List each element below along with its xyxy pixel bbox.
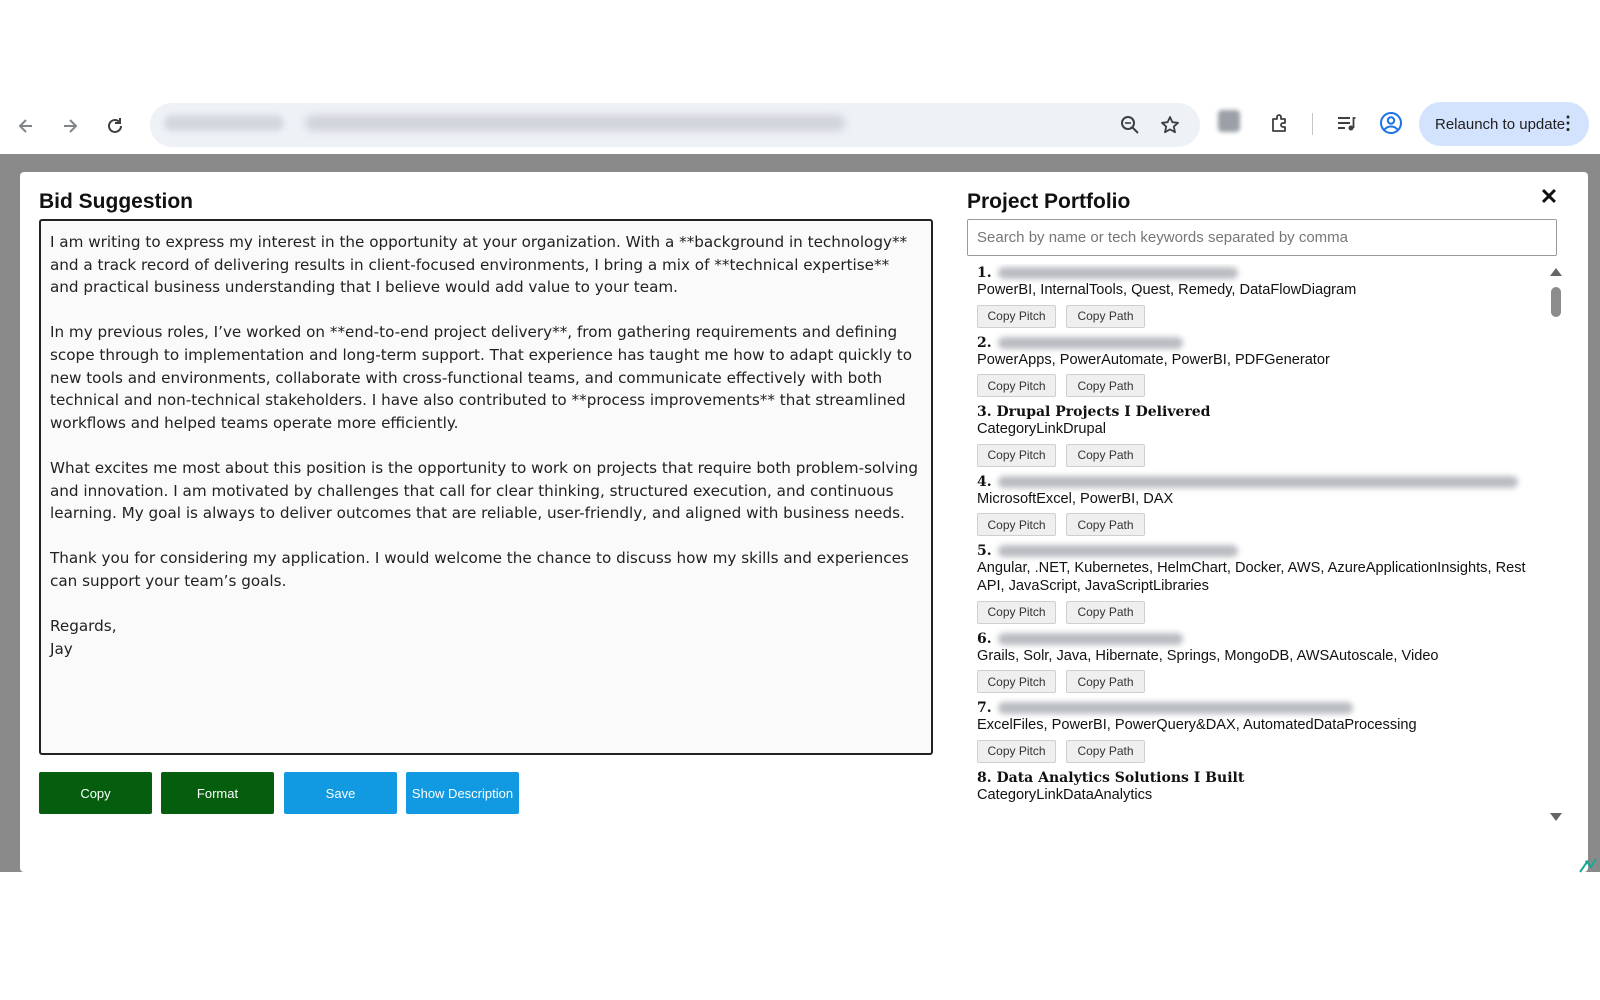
scroll-up-arrow-icon[interactable] [1550,268,1562,276]
relaunch-label: Relaunch to update [1435,115,1566,133]
project-number: 3. [977,404,992,421]
letter-signature: Jay [50,639,73,658]
relaunch-button[interactable] [1419,102,1589,146]
letter-paragraph: Thank you for considering my application. I would welcome the chance to discuss how my skills and experiences can support your team’s goals. [50,549,909,590]
project-name: Drupal Projects I Delivered [996,404,1211,421]
copy-pitch-button[interactable]: Copy Pitch [977,374,1056,397]
project-tech: Grails, Solr, Java, Hibernate, Springs, MongoDB, AWSAutoscale, Video [977,647,1439,664]
copy-path-button[interactable]: Copy Path [1066,305,1145,328]
copy-path-button[interactable]: Copy Path [1066,513,1145,536]
close-icon[interactable]: ✕ [1539,184,1559,209]
project-tech: MicrosoftExcel, PowerBI, DAX [977,490,1174,507]
letter-closing: Regards, [50,617,117,636]
forward-arrow-icon[interactable] [56,112,84,140]
copy-pitch-button[interactable]: Copy Pitch [977,444,1056,467]
project-number: 8. [977,769,992,786]
copy-pitch-button[interactable]: Copy Pitch [977,513,1056,536]
list-item [967,769,1547,805]
kebab-menu-icon[interactable]: ⋮ [1559,113,1577,133]
copy-path-button[interactable]: Copy Path [1066,601,1145,624]
project-heading [967,473,1547,491]
scroll-down-arrow-icon[interactable] [1550,813,1562,821]
project-tech: CategoryLinkDataAnalytics [977,786,1153,803]
copy-pitch-button[interactable]: Copy Pitch [977,305,1056,328]
project-name: Data Analytics Solutions I Built [996,769,1245,786]
portfolio-search-input[interactable] [967,219,1557,256]
extension-icon-blurred[interactable] [1218,110,1240,132]
project-name-blurred [998,545,1238,557]
project-heading [967,403,1547,421]
star-icon[interactable] [1158,113,1182,137]
project-heading [967,334,1547,352]
extension-corner-icon[interactable] [1578,856,1598,874]
copy-path-button[interactable]: Copy Path [1066,670,1145,693]
portfolio-list [967,264,1547,830]
project-number: 6. [977,630,992,647]
project-number: 7. [977,700,992,717]
project-tech: PowerBI, InternalTools, Quest, Remedy, DataFlowDiagram [977,282,1357,298]
bid-suggestion-title: Bid Suggestion [39,190,193,213]
profile-icon[interactable] [1377,109,1405,137]
project-heading [967,542,1547,560]
letter-paragraph: I am writing to express my interest in the opportunity at your organization. With a **background in technology** and a track record of delivering results in client-focused environments, I bring a mix of **technical expertise** and practical business understanding that I believe would add value to your team. [50,233,908,297]
scrollbar-thumb[interactable] [1551,287,1561,317]
copy-pitch-button[interactable]: Copy Pitch [977,670,1056,693]
list-item [967,473,1547,537]
toolbar-divider [1312,113,1313,135]
project-number: 2. [977,334,992,351]
back-arrow-icon[interactable] [12,112,40,140]
list-item [967,403,1547,467]
project-name-blurred [998,633,1183,645]
project-name-blurred [998,476,1518,488]
letter-paragraph: What excites me most about this position is the opportunity to work on projects that require both problem-solving and innovation. I am motivated by challenges that call for clear thinking, structured execution, and continuous learning. My goal is always to deliver outcomes that are reliable, user-friendly, and aligned with business needs. [50,458,918,523]
project-name-blurred [998,702,1353,714]
copy-button[interactable]: Copy [39,772,152,814]
copy-pitch-button[interactable]: Copy Pitch [977,740,1056,763]
zoom-icon[interactable] [1118,113,1142,137]
project-tech: CategoryLinkDrupal [977,421,1106,438]
project-heading [967,769,1547,787]
project-tech: Angular, .NET, Kubernetes, HelmChart, Docker, AWS, AzureApplicationInsights, Rest API, JavaScript, JavaScriptLibraries [977,560,1526,594]
list-item [967,699,1547,763]
copy-path-button[interactable]: Copy Path [1066,374,1145,397]
project-heading [967,699,1547,717]
list-item [967,334,1547,398]
reload-icon[interactable] [101,112,129,140]
project-number: 1. [977,265,992,281]
puzzle-icon[interactable] [1266,109,1294,137]
project-number: 4. [977,473,992,490]
project-tech: PowerApps, PowerAutomate, PowerBI, PDFGenerator [977,351,1330,368]
project-heading [967,630,1547,648]
bid-text-area[interactable] [39,219,933,755]
site-info-blurred [164,115,284,131]
list-item [967,630,1547,694]
url-blurred [305,115,845,131]
copy-path-button[interactable]: Copy Path [1066,740,1145,763]
project-portfolio-title: Project Portfolio [967,190,1131,213]
show-description-button[interactable]: Show Description [406,772,519,814]
address-bar[interactable] [150,103,1200,147]
list-item [967,542,1547,623]
project-tech: ExcelFiles, PowerBI, PowerQuery&DAX, AutomatedDataProcessing [977,717,1417,734]
project-heading [967,264,1547,282]
project-number: 5. [977,543,992,560]
media-queue-icon[interactable] [1332,109,1360,137]
format-button[interactable]: Format [161,772,274,814]
letter-paragraph: In my previous roles, I’ve worked on **end-to-end project delivery**, from gathering requirements and defining scope through to implementation and long-term support. That experience has taught me how to adapt quickly to new tools and environments, collaborate with cross-functional teams, and communicate effectively with both technical and non-technical stakeholders. I have also contributed to **process improvements** that streamlined workflows and helped teams operate more efficiently. [50,323,913,432]
project-name-blurred [998,337,1183,349]
copy-path-button[interactable]: Copy Path [1066,444,1145,467]
copy-pitch-button[interactable]: Copy Pitch [977,601,1056,624]
save-button[interactable]: Save [284,772,397,814]
browser-toolbar [0,98,1600,154]
list-item [967,264,1547,328]
project-name-blurred [998,267,1238,279]
